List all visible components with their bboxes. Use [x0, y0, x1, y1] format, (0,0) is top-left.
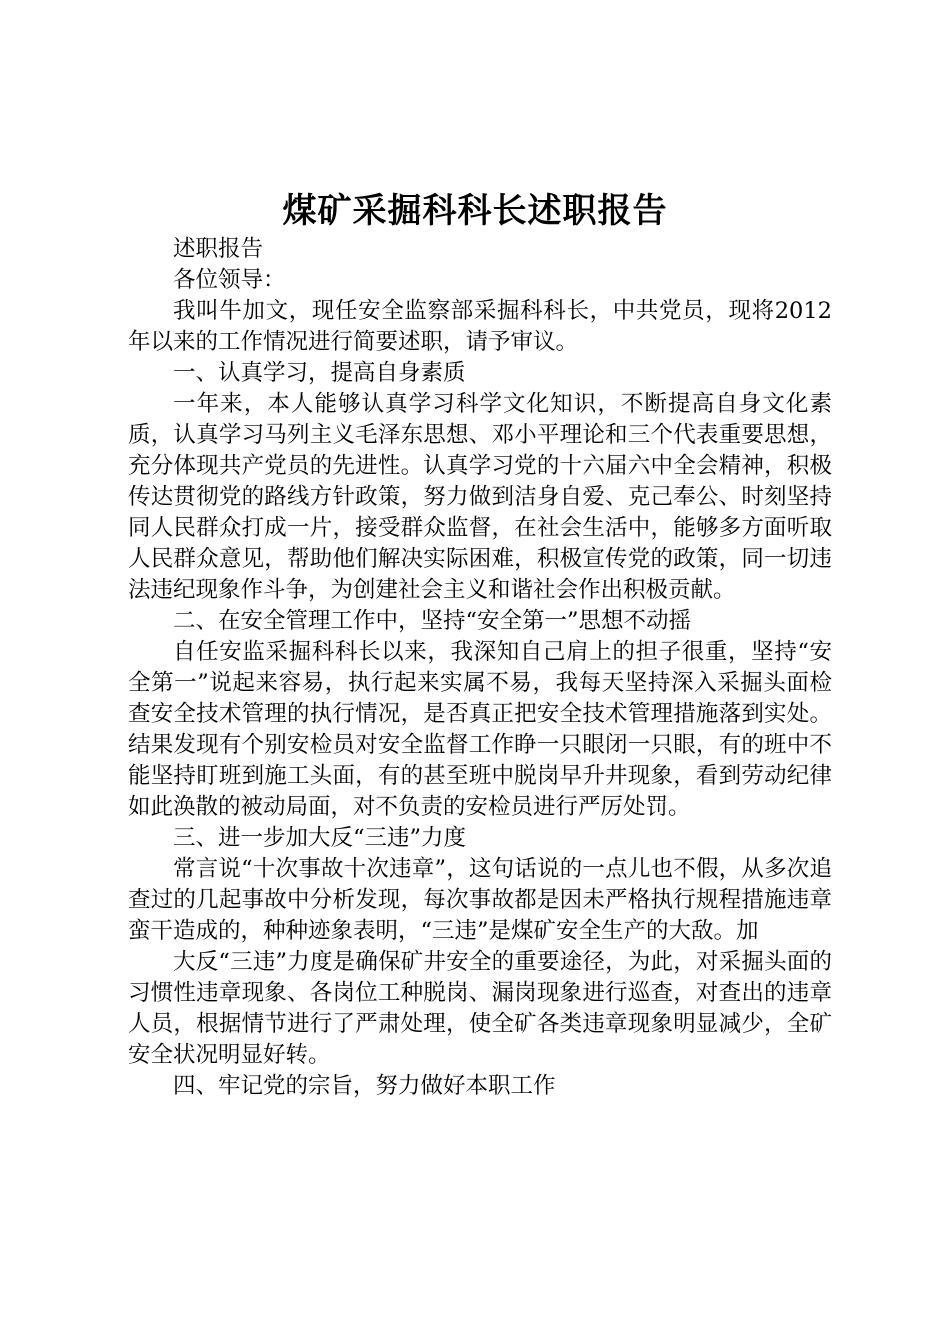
section-heading-2: 二、在安全管理工作中，坚持“安全第一”思想不动摇: [173, 608, 692, 634]
paragraph-section-2: 自任安监采掘科科长以来，我深知自己肩上的担子很重，坚持“安全第一”说起来容易，执行起来实属不易，我每天坚持深入采掘头面检查安全技术管理的执行情况，是否真正把安全技术管理措施落到实处。结果发现有个别安检员对安全监督工作睁一只眼闭一只眼，有的班中不能坚持盯班到施工头面，有的甚至班中脱岗早升井现象，看到劳动纪律如此涣散的被动局面，对不负责的安检员进行严厉处罚。: [128, 639, 832, 820]
paragraph-intro: 我叫牛加文，现任安全监察部采掘科科长，中共党员，现将2012年以来的工作情况进行简要述职，请予审议。: [128, 298, 832, 355]
section-heading-1: 一、认真学习，提高自身素质: [173, 360, 466, 386]
paragraph-section-1: 一年来，本人能够认真学习科学文化知识，不断提高自身文化素质，认真学习马列主义毛泽东思想、邓小平理论和三个代表重要思想，充分体现共产党员的先进性。认真学习党的十六届六中全会精神，积极传达贯彻党的路线方针政策，努力做到洁身自爱、克己奉公、时刻坚持同人民群众打成一片，接受群众监督，在社会生活中，能够多方面听取人民群众意见，帮助他们解决实际困难，积极宣传党的政策，同一切违法违纪现象作斗争，为创建社会主义和谐社会作出积极贡献。: [128, 391, 832, 603]
document-body: [128, 234, 832, 1102]
paragraph-heading-label: 述职报告: [173, 236, 264, 262]
paragraph-salutation: 各位领导：: [173, 267, 286, 293]
section-heading-4: 四、牢记党的宗旨，努力做好本职工作: [173, 1073, 556, 1099]
paragraph-section-3b: 大反“三违”力度是确保矿井安全的重要途径，为此，对采掘头面的习惯性违章现象、各岗位工种脱岗、漏岗现象进行巡查，对查出的违章人员，根据情节进行了严肃处理，使全矿各类违章现象明显减少，全矿安全状况明显好转。: [128, 949, 832, 1068]
paragraph-section-3a: 常言说“十次事故十次违章”，这句话说的一点儿也不假，从多次追查过的几起事故中分析发现，每次事故都是因未严格执行规程措施违章蛮干造成的，种种迹象表明，“三违”是煤矿安全生产的大敌。加: [128, 856, 832, 944]
document-title: 煤矿采掘科科长述职报告: [282, 191, 668, 231]
section-heading-3: 三、进一步加大反“三违”力度: [173, 825, 467, 851]
